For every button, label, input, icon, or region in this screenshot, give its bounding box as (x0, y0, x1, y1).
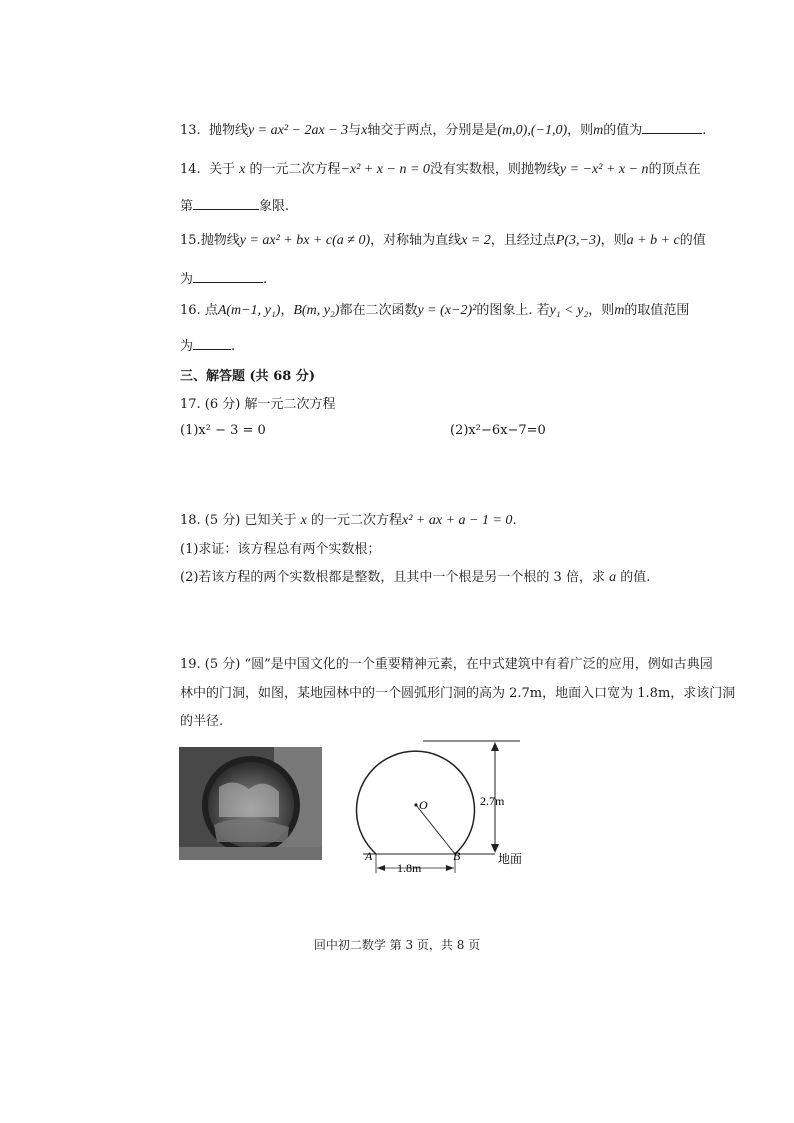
gate-arc (357, 751, 475, 854)
question-13: 13. 抛物线y = ax² − 2ax − 3与x轴交于两点，分别是是(m,0),(−1,0)，则m的值为 . (180, 119, 706, 139)
question-18-head: 18. (5 分) 已知关于 x 的一元二次方程x² + ax + a − 1 = 0. (180, 513, 517, 528)
label-b: B (453, 849, 461, 863)
moon-gate-photo (179, 747, 322, 860)
answer-blank[interactable] (193, 195, 259, 210)
answer-blank[interactable] (193, 335, 231, 350)
question-19-line2: 林中的门洞，如图，某地园林中的一个圆弧形门洞的高为 2.7m，地面入口宽为 1.8m，求该门洞 (180, 686, 736, 701)
label-a: A (365, 849, 373, 863)
label-ground: 地面 (498, 852, 523, 866)
question-17-head: 17. (6 分) 解一元二次方程 (180, 397, 336, 412)
question-17-part1: (1)x² − 3 = 0 (180, 423, 266, 438)
section-title: 三、解答题 (共 68 分) (180, 369, 315, 384)
question-15-line2: 为 . (180, 268, 267, 287)
label-width: 1.8m (397, 861, 422, 875)
question-19-line3: 的半径. (180, 714, 224, 729)
question-19-line1: 19. (5 分) “圆”是中国文化的一个重要精神元素，在中式建筑中有着广泛的应用，例如古典园 (180, 657, 713, 672)
question-14: 14. 关于 x 的一元二次方程−x² + x − n = 0没有实数根，则抛物线y = −x² + x − n的顶点在 (180, 162, 701, 177)
question-16: 16. 点A(m−1, y₁)，B(m, y₂)都在二次函数y = (x−2)²的图象上. 若y₁ < y₂，则m的取值范围 (180, 303, 690, 318)
question-18-part1: (1)求证：该方程总有两个实数根； (180, 542, 381, 557)
question-15: 15.抛物线y = ax² + bx + c(a ≠ 0)，对称轴为直线x = 2，且经过点P(3,−3)，则a + b + c的值 (180, 233, 706, 248)
question-17-part2: (2)x²−6x−7=0 (450, 423, 546, 438)
question-14-line2: 第 象限. (180, 195, 289, 214)
label-o: O (419, 798, 428, 812)
radius-line (416, 805, 455, 854)
answer-blank[interactable] (193, 268, 263, 283)
label-height: 2.7m (480, 794, 505, 808)
question-16-line2: 为 . (180, 335, 235, 354)
question-18-part2: (2)若该方程的两个实数根都是整数，且其中一个根是另一个根的 3 倍，求 a 的值. (180, 570, 651, 585)
page-footer: 回中初二数学 第 3 页，共 8 页 (313, 938, 481, 952)
answer-blank[interactable] (642, 119, 702, 134)
moon-gate-diagram (345, 733, 535, 883)
